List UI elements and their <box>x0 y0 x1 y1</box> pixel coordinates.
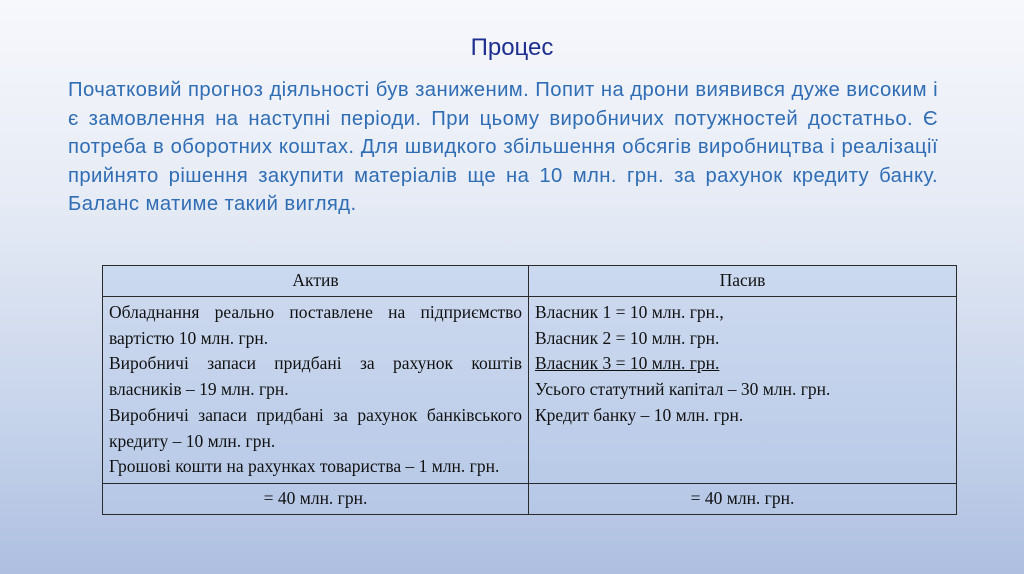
asset-item: Обладнання реально поставлене на підприємство вартістю 10 млн. грн. <box>109 302 522 348</box>
header-liabilities: Пасив <box>529 266 957 297</box>
table-header-row <box>103 266 957 297</box>
liability-item: Власник 3 = 10 млн. грн. <box>535 353 720 374</box>
liability-item: Власник 1 = 10 млн. грн., <box>535 302 724 322</box>
table-total-row <box>103 483 957 514</box>
balance-table <box>102 265 957 515</box>
liability-item: Кредит банку – 10 млн. грн. <box>535 404 744 425</box>
assets-total: = 40 млн. грн. <box>103 483 529 514</box>
liabilities-cell <box>529 297 957 484</box>
asset-item: Грошові кошти на рахунках товариства – 1 млн. грн. <box>109 456 500 477</box>
liabilities-total: = 40 млн. грн. <box>529 483 957 514</box>
asset-item: Виробничі запаси придбані за рахунок банківського кредиту – 10 млн. грн. <box>109 404 522 451</box>
liability-item: Власник 2 = 10 млн. грн. <box>535 327 720 348</box>
slide-title: Процес <box>470 34 554 61</box>
liability-item: Усього статутний капітал – 30 млн. грн. <box>535 379 831 400</box>
assets-cell <box>103 297 529 484</box>
asset-item: Виробничі запаси придбані за рахунок коштів власників – 19 млн. грн. <box>109 353 522 400</box>
header-assets: Актив <box>103 266 529 297</box>
table-row <box>103 297 957 484</box>
slide-paragraph: Початковий прогноз діяльності був заниженим. Попит на дрони виявився дуже високим і є замовлення на наступні періоди. При цьому виробничих потужностей достатньо. Є потреба в оборотних коштах. Для швидкого збільшення обсягів виробництва і реалізації прийнято рішення закупити матеріалів ще на 10 млн. грн. за рахунок кредиту банку. Баланс матиме такий вигляд. <box>68 79 938 216</box>
